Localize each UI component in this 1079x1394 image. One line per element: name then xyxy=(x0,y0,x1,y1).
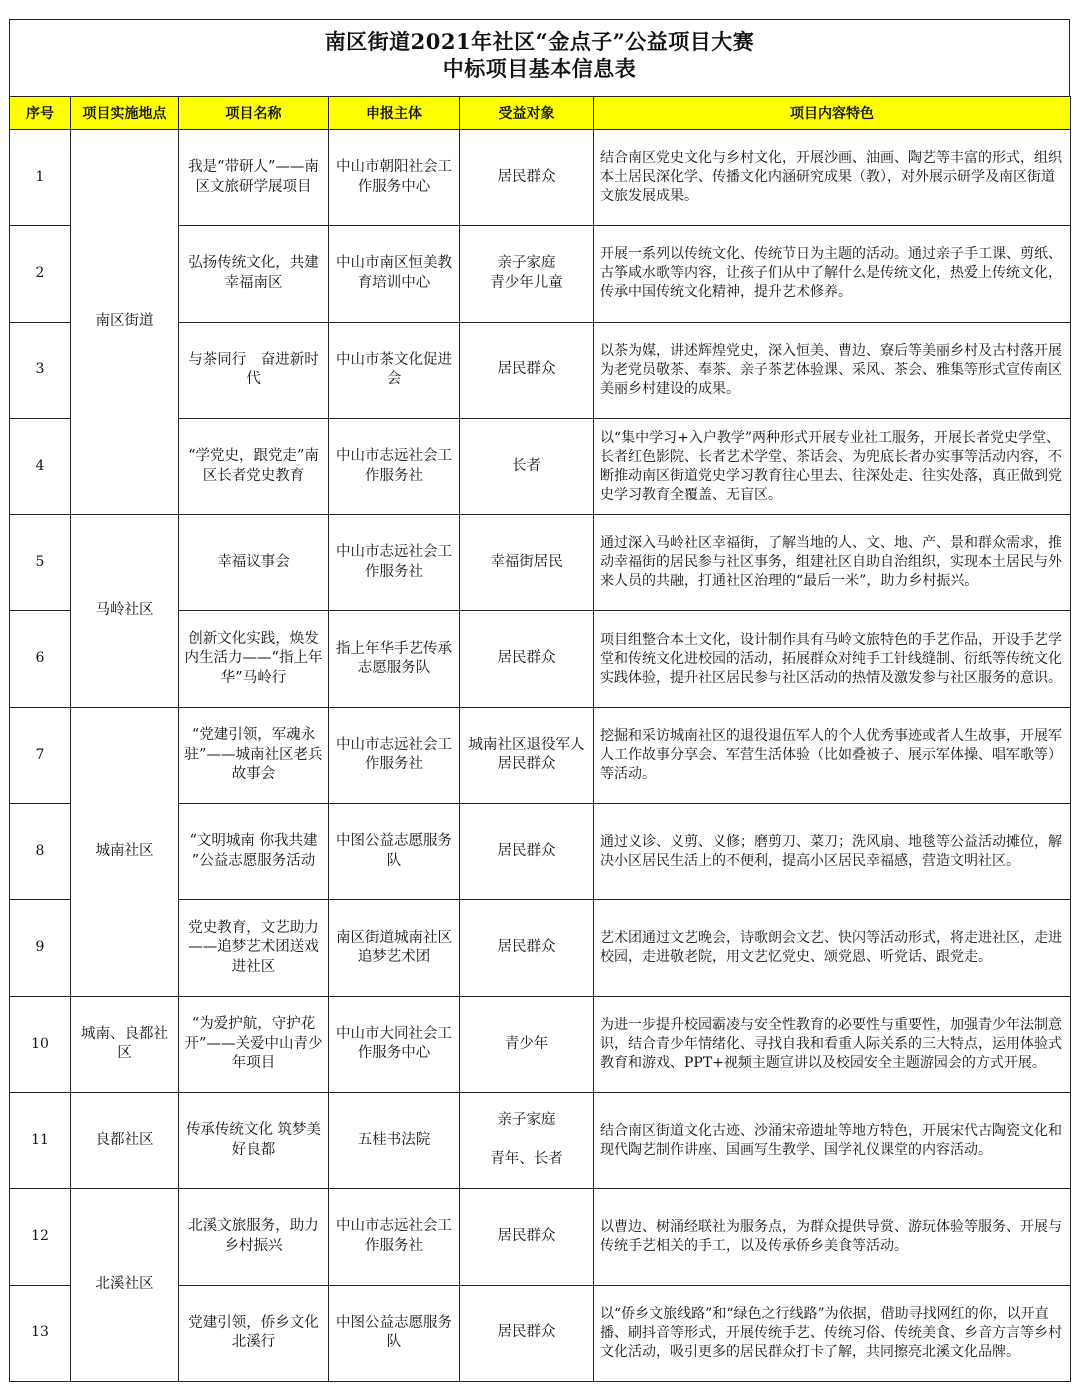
title-line-2: 中标项目基本信息表 xyxy=(442,56,637,81)
table-row xyxy=(10,707,1071,803)
row-project-name: 传承传统文化 筑梦美好良都 xyxy=(179,1092,329,1188)
row-beneficiary: 居民群众 xyxy=(460,1189,594,1285)
table-row xyxy=(10,515,1071,611)
row-beneficiary: 居民群众 xyxy=(460,322,594,418)
row-no: 4 xyxy=(10,418,71,514)
title-line-1: 南区街道2021年社区“金点子”公益项目大赛 xyxy=(324,29,755,54)
header-name: 项目名称 xyxy=(179,97,329,130)
row-location: 南区街道 xyxy=(71,130,179,515)
row-description: 艺术团通过文艺晚会，诗歌朗会文艺、快闪等活动形式，将走进社区，走进校园，走进敬老院，用文艺忆党史、颂党恩、听党话、跟党走。 xyxy=(594,900,1071,996)
row-no: 12 xyxy=(10,1189,71,1285)
info-sheet xyxy=(9,19,1070,1382)
row-description: 以“集中学习+入户教学”两种形式开展专业社工服务，开展长者党史学堂、长者红色影院、长者艺术学堂、茶话会、为兜底长者办实事等活动内容，不断推动南区街道党史学习教育往心里去、往深处走、往实处落，真正做到党史学习教育全覆盖、无盲区。 xyxy=(594,418,1071,514)
row-description: 项目组整合本土文化，设计制作具有马岭文旅特色的手艺作品，开设手艺学堂和传统文化进校园的活动，拓展群众对纯手工针线缝制、衍纸等传统文化实践体验，提升社区居民参与社区活动的热情及激发参与社区服务的意识。 xyxy=(594,611,1071,707)
row-description: 结合南区党史文化与乡村文化，开展沙画、油画、陶艺等丰富的形式，组织本土居民深化学、传播文化内涵研究成果（教），对外展示研学及南区街道文旅发展成果。 xyxy=(594,130,1071,226)
table-row xyxy=(10,1092,1071,1188)
row-org: 中图公益志愿服务队 xyxy=(329,804,460,900)
row-project-name: “文明城南 你我共建 ”公益志愿服务活动 xyxy=(179,804,329,900)
header-row xyxy=(10,97,1071,130)
project-table xyxy=(9,96,1071,1382)
row-location: 城南、良都社区 xyxy=(71,996,179,1092)
row-no: 5 xyxy=(10,515,71,611)
header-location: 项目实施地点 xyxy=(71,97,179,130)
row-no: 3 xyxy=(10,322,71,418)
row-project-name: 与茶同行 奋进新时代 xyxy=(179,322,329,418)
row-project-name: “党建引领，军魂永驻”——城南社区老兵故事会 xyxy=(179,707,329,803)
row-no: 2 xyxy=(10,226,71,322)
row-org: 中山市大同社会工作服务中心 xyxy=(329,996,460,1092)
row-beneficiary: 亲子家庭 青少年儿童 xyxy=(460,226,594,322)
header-beneficiary: 受益对象 xyxy=(460,97,594,130)
row-org: 五桂书法院 xyxy=(329,1092,460,1188)
row-location: 良都社区 xyxy=(71,1092,179,1188)
table-row xyxy=(10,130,1071,226)
row-project-name: 创新文化实践，焕发内生活力——“指上年华”马岭行 xyxy=(179,611,329,707)
header-org: 申报主体 xyxy=(329,97,460,130)
header-content: 项目内容特色 xyxy=(594,97,1071,130)
row-beneficiary: 城南社区退役军人 居民群众 xyxy=(460,707,594,803)
row-no: 13 xyxy=(10,1285,71,1381)
row-project-name: “学党史，跟党走”南区长者党史教育 xyxy=(179,418,329,514)
row-description: 结合南区街道文化古迹、沙涌宋帝遗址等地方特色，开展宋代古陶瓷文化和现代陶艺制作讲座、国画写生教学、国学礼仪课堂的内容活动。 xyxy=(594,1092,1071,1188)
row-project-name: 北溪文旅服务，助力乡村振兴 xyxy=(179,1189,329,1285)
table-row xyxy=(10,996,1071,1092)
row-org: 南区街道城南社区追梦艺术团 xyxy=(329,900,460,996)
row-no: 1 xyxy=(10,130,71,226)
row-beneficiary: 居民群众 xyxy=(460,130,594,226)
row-project-name: 我是“带研人”——南区文旅研学展项目 xyxy=(179,130,329,226)
row-beneficiary: 居民群众 xyxy=(460,1285,594,1381)
row-description: 开展一系列以传统文化、传统节日为主题的活动。通过亲子手工课、剪纸、古筝咸水歌等内容，让孩子们从中了解什么是传统文化，热爱上传统文化，传承中国传统文化精神，提升艺术修养。 xyxy=(594,226,1071,322)
row-beneficiary: 幸福街居民 xyxy=(460,515,594,611)
row-project-name: 党建引领，侨乡文化北溪行 xyxy=(179,1285,329,1381)
row-org: 中图公益志愿服务队 xyxy=(329,1285,460,1381)
row-description: 以“侨乡文旅线路”和“绿色之行线路”为依据，借助寻找网红的你，以开直播、刷抖音等形式，开展传统手艺、传统习俗、传统美食、乡音方言等乡村文化活动，吸引更多的居民群众打卡了解，共同擦亮北溪文化品牌。 xyxy=(594,1285,1071,1381)
row-org: 指上年华手艺传承志愿服务队 xyxy=(329,611,460,707)
table-row xyxy=(10,1189,1071,1285)
row-description: 以茶为媒，讲述辉煌党史，深入恒美、曹边、寮后等美丽乡村及古村落开展为老党员敬茶、奉茶、亲子茶艺体验课、采风、茶会、雅集等形式宣传南区美丽乡村建设的成果。 xyxy=(594,322,1071,418)
row-project-name: 党史教育，文艺助力——追梦艺术团送戏进社区 xyxy=(179,900,329,996)
row-project-name: “为爱护航，守护花开”——关爱中山青少年项目 xyxy=(179,996,329,1092)
title-box xyxy=(9,19,1070,96)
row-no: 8 xyxy=(10,804,71,900)
row-org: 中山市志远社会工作服务社 xyxy=(329,1189,460,1285)
header-no: 序号 xyxy=(10,97,71,130)
row-beneficiary: 青少年 xyxy=(460,996,594,1092)
row-description: 通过深入马岭社区幸福街，了解当地的人、文、地、产、景和群众需求，推动幸福街的居民参与社区事务，组建社区自助自治组织，实现本土居民与外来人员的共融，打通社区治理的“最后一米”，助力乡村振兴。 xyxy=(594,515,1071,611)
row-beneficiary: 长者 xyxy=(460,418,594,514)
row-org: 中山市志远社会工作服务社 xyxy=(329,515,460,611)
row-no: 11 xyxy=(10,1092,71,1188)
row-description: 以曹边、树涌经联社为服务点，为群众提供导赏、游玩体验等服务、开展与传统手艺相关的手工，以及传承侨乡美食等活动。 xyxy=(594,1189,1071,1285)
row-no: 7 xyxy=(10,707,71,803)
row-org: 中山市茶文化促进会 xyxy=(329,322,460,418)
row-beneficiary: 亲子家庭 青年、长者 xyxy=(460,1092,594,1188)
row-project-name: 弘扬传统文化，共建幸福南区 xyxy=(179,226,329,322)
row-location: 北溪社区 xyxy=(71,1189,179,1382)
row-no: 10 xyxy=(10,996,71,1092)
row-location: 城南社区 xyxy=(71,707,179,996)
row-no: 6 xyxy=(10,611,71,707)
row-org: 中山市朝阳社会工作服务中心 xyxy=(329,130,460,226)
row-beneficiary: 居民群众 xyxy=(460,900,594,996)
row-project-name: 幸福议事会 xyxy=(179,515,329,611)
row-location: 马岭社区 xyxy=(71,515,179,708)
row-beneficiary: 居民群众 xyxy=(460,611,594,707)
row-description: 挖掘和采访城南社区的退役退伍军人的个人优秀事迹或者人生故事，开展军人工作故事分享会、军营生活体验（比如叠被子、展示军体操、唱军歌等）等活动。 xyxy=(594,707,1071,803)
row-description: 通过义诊、义剪、义修；磨剪刀、菜刀；洗风扇、地毯等公益活动摊位，解决小区居民生活上的不便利，提高小区居民幸福感，营造文明社区。 xyxy=(594,804,1071,900)
row-org: 中山市南区恒美教育培训中心 xyxy=(329,226,460,322)
row-beneficiary: 居民群众 xyxy=(460,804,594,900)
row-no: 9 xyxy=(10,900,71,996)
row-org: 中山市志远社会工作服务社 xyxy=(329,707,460,803)
row-description: 为进一步提升校园霸凌与安全性教育的必要性与重要性，加强青少年法制意识，结合青少年情绪化、寻找自我和看重人际关系的三大特点，运用体验式教育和游戏、PPT+视频主题宣讲以及校园安全主题游园会的方式开展。 xyxy=(594,996,1071,1092)
row-org: 中山市志远社会工作服务社 xyxy=(329,418,460,514)
